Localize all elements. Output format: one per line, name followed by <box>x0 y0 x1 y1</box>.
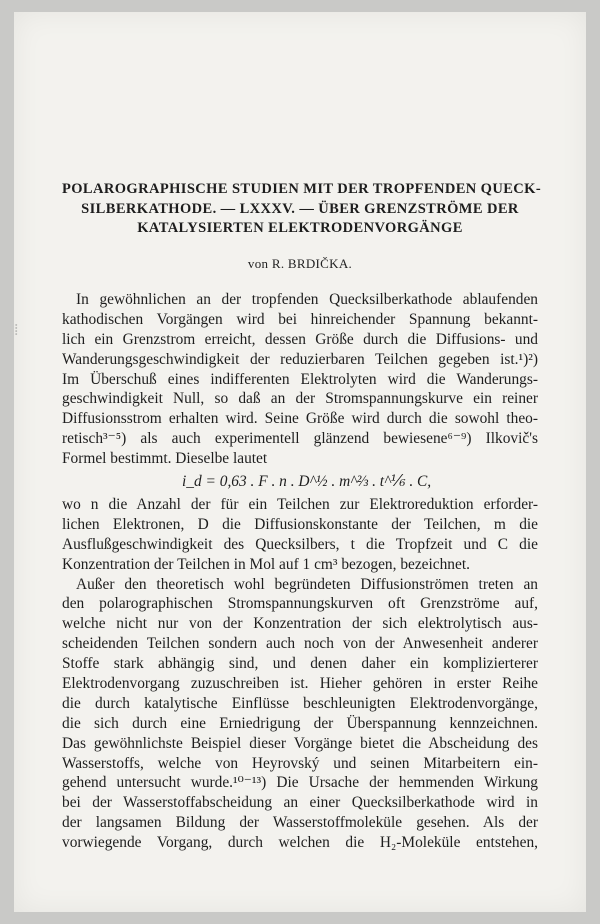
text-line: Konzentration der Teilchen in Mol auf 1 cm³ bezogen, bezeichnet. <box>62 555 470 573</box>
title-line: POLAROGRAPHISCHE STUDIEN MIT DER TROPFENDEN QUECK- <box>62 181 542 197</box>
text-line: Wasserstoffs, welche von Heyrovský und seinen Mitarbeitern ein- <box>62 754 538 772</box>
text-line: Im Überschuß eines indifferenten Elektrolyten wird die Wanderungs- <box>62 370 538 388</box>
text-line: gehend untersucht wurde.¹⁰⁻¹³) Die Ursache der hemmenden Wirkung <box>62 774 538 792</box>
text-line: Ausflußgeschwindigkeit des Quecksilbers, t die Tropfzeit und C die <box>62 535 538 553</box>
text-line: Außer den theoretisch wohl begründeten Diffusionströmen treten an <box>76 575 538 593</box>
text-line: scheidenden Teilchen sondern auch noch von der Anwesenheit anderer <box>62 635 538 653</box>
title-line: KATALYSIERTEN ELEKTRODENVORGÄNGE <box>137 220 463 236</box>
text-line: Wanderungsgeschwindigkeit der reduzierbaren Teilchen gegeben ist.¹)²) <box>62 350 538 368</box>
author-line: von R. BRDIČKA. <box>247 256 353 271</box>
text-line: den polarographischen Stromspannungskurven oft Grenzströme auf, <box>62 595 538 613</box>
text-line: retisch³⁻⁵) als auch experimentell glänzend bewiesene⁶⁻⁹) Ilkovič's <box>62 430 538 448</box>
text-line: wo n die Anzahl der für ein Teilchen zur Elektroreduktion erforder- <box>62 496 538 514</box>
text-line: In gewöhnlichen an der tropfenden Quecksilberkathode ablaufenden <box>76 291 538 308</box>
text-line: lichen Elektronen, D die Diffusionskonstante der Teilchen, m die <box>62 515 538 533</box>
paragraph-2 <box>62 495 538 575</box>
text-line: vorwiegende Vorgang, durch welchen die H₂-Moleküle entstehen, <box>62 834 538 852</box>
ilkovic-formula: i_d = 0,63 . F . n . D^½ . m^⅔ . t^⅙ . C, <box>182 473 432 491</box>
text-line: Elektrodenvorgang zuzuschreiben ist. Hieher gehören in erster Reihe <box>62 675 538 693</box>
text-line: Stoffe stark abhängig sind, und denen daher ein komplizierterer <box>62 655 538 673</box>
text-line: der langsamen Bildung der Wasserstoffmoleküle gesehen. Als der <box>62 814 538 832</box>
text-line: bei der Wasserstoffabscheidung an einer Quecksilberkathode wird in <box>62 794 538 812</box>
text-line: die sich durch eine Erniedrigung der Überspannung kennzeichnen. <box>62 714 538 732</box>
text-line: Diffusionsstrom erhalten wird. Seine Größe wird durch die sowohl theo- <box>62 410 538 428</box>
text-line: geschwindigkeit Null, so daß an der Stromspannungskurve ein reiner <box>62 390 538 408</box>
article-title <box>62 180 542 239</box>
text-line: die durch katalytische Einflüsse beschleunigten Elektrodenvorgänge, <box>62 694 538 712</box>
page-mark: ⁞ <box>14 322 19 339</box>
paragraph-1 <box>62 290 538 469</box>
text-line: Das gewöhnlichste Beispiel dieser Vorgänge bietet die Abscheidung des <box>62 734 538 752</box>
text-line: welche nicht nur von der Konzentration der sich elektrolytisch aus- <box>62 615 538 633</box>
title-line: SILBERKATHODE. — LXXXV. — ÜBER GRENZSTRÖME DER <box>81 200 519 217</box>
article-body <box>62 290 538 853</box>
paragraph-3 <box>62 575 538 853</box>
text-line: kathodischen Vorgängen wird bei hinreichender Spannung bekannt- <box>62 310 538 328</box>
text-line: Formel bestimmt. Dieselbe lautet <box>62 450 268 468</box>
text-line: lich ein Grenzstrom erreicht, dessen Größe durch die Diffusions- und <box>62 330 538 348</box>
